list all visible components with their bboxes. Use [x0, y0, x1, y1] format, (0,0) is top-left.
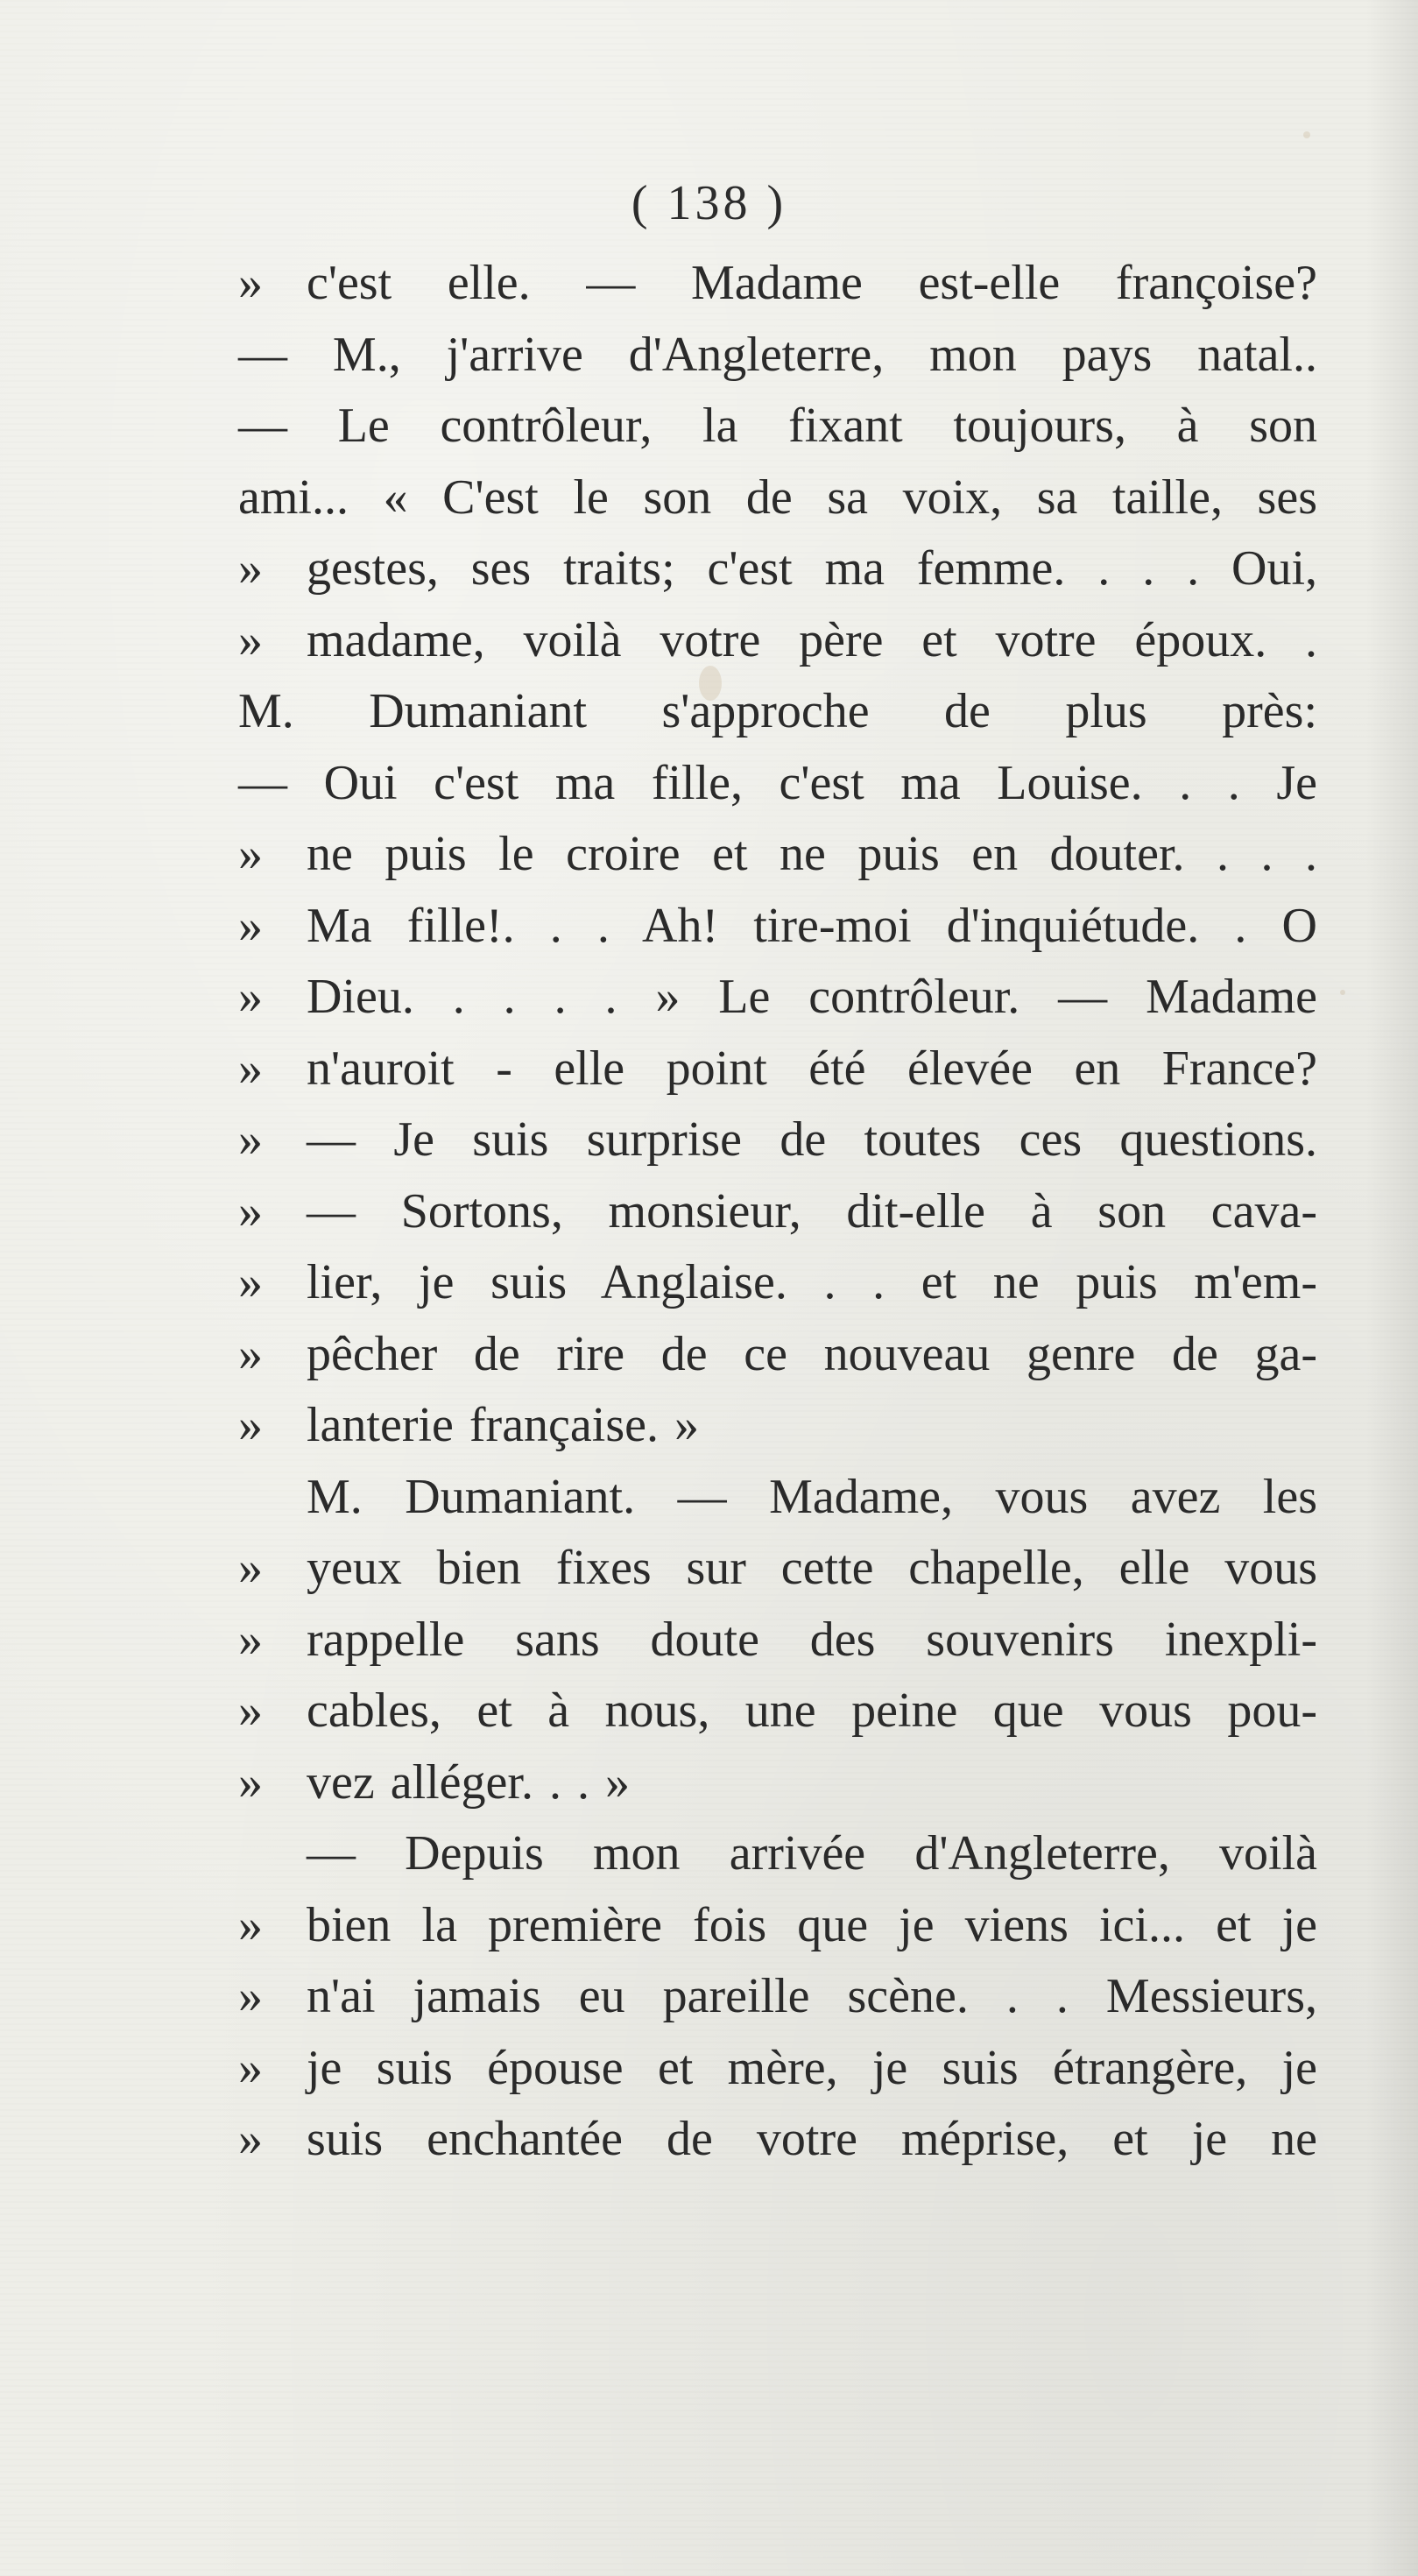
text-line	[238, 891, 1317, 963]
page-number: ( 138 )	[631, 176, 787, 230]
text-line	[238, 1462, 1317, 1534]
line-text: gestes, ses traits; c'est ma femme. . . . Oui,	[307, 541, 1317, 596]
line-text: lanterie française. »	[307, 1398, 699, 1452]
line-text: yeux bien fixes sur cette chapelle, elle vous	[307, 1541, 1317, 1595]
body-text	[238, 248, 1317, 2176]
line-text: pêcher de rire de ce nouveau genre de ga-	[307, 1326, 1317, 1381]
guillemet-mark: »	[238, 1398, 263, 1452]
guillemet-mark: »	[238, 1041, 263, 1096]
page-edge-shadow	[1365, 0, 1418, 2576]
guillemet-mark: »	[238, 827, 263, 881]
guillemet-mark: »	[238, 256, 263, 310]
text-line	[238, 1247, 1317, 1319]
guillemet-mark: »	[238, 541, 263, 596]
text-line	[238, 2104, 1317, 2176]
text-line	[238, 1818, 1317, 1890]
text-line	[238, 1890, 1317, 1962]
paper-stain	[1340, 990, 1345, 995]
line-text: suis enchantée de votre méprise, et je ne	[307, 2112, 1317, 2166]
text-line	[238, 819, 1317, 891]
line-text: bien la première fois que je viens ici... et je	[307, 1897, 1317, 1952]
line-text: — Le contrôleur, la fixant toujours, à son	[238, 399, 1317, 453]
line-text: je suis épouse et mère, je suis étrangère, je	[307, 2040, 1317, 2095]
text-line	[238, 533, 1317, 605]
line-text: M. Dumaniant s'approche de plus près:	[238, 684, 1317, 738]
line-text: — M., j'arrive d'Angleterre, mon pays natal..	[238, 327, 1317, 382]
guillemet-mark: »	[238, 970, 263, 1024]
paper-stain	[1303, 131, 1310, 138]
line-text: n'ai jamais eu pareille scène. . . Messieurs,	[307, 1969, 1317, 2023]
text-line	[238, 462, 1317, 534]
line-text: cables, et à nous, une peine que vous pou-	[307, 1683, 1317, 1738]
line-text: — Je suis surprise de toutes ces questions.	[307, 1112, 1317, 1167]
text-line	[238, 1034, 1317, 1105]
guillemet-mark: »	[238, 1541, 263, 1595]
text-line	[238, 320, 1317, 392]
line-text: Ma fille!. . . Ah! tire-moi d'inquiétude. . O	[307, 898, 1317, 953]
guillemet-mark: »	[238, 612, 263, 667]
text-line	[238, 1533, 1317, 1605]
line-text: madame, voilà votre père et votre époux. .	[307, 612, 1317, 667]
guillemet-mark: »	[238, 1754, 263, 1810]
line-text: Dieu. . . . . » Le contrôleur. — Madame	[307, 970, 1317, 1024]
line-text: ne puis le croire et ne puis en douter. . . .	[307, 827, 1317, 881]
text-line	[238, 605, 1317, 677]
line-text: — Depuis mon arrivée d'Angleterre, voilà	[307, 1826, 1317, 1881]
line-text: vez alléger. . . »	[307, 1754, 630, 1810]
text-line	[238, 2033, 1317, 2105]
text-line	[238, 248, 1317, 320]
line-text: — Sortons, monsieur, dit-elle à son cava-	[307, 1183, 1317, 1239]
line-text: ami... « C'est le son de sa voix, sa taille, ses	[238, 469, 1317, 525]
line-text: M. Dumaniant. — Madame, vous avez les	[307, 1469, 1317, 1524]
text-line	[238, 748, 1317, 820]
text-line	[238, 1961, 1317, 2033]
guillemet-mark: »	[238, 1683, 263, 1738]
line-text: c'est elle. — Madame est-elle françoise?	[307, 256, 1317, 310]
line-text: — Oui c'est ma fille, c'est ma Louise. . . Je	[238, 755, 1317, 810]
text-line	[238, 962, 1317, 1034]
guillemet-mark: »	[238, 2112, 263, 2166]
guillemet-mark: »	[238, 1897, 263, 1952]
text-line	[238, 676, 1317, 748]
guillemet-mark: »	[238, 1112, 263, 1167]
text-line	[238, 1747, 1317, 1819]
line-text: lier, je suis Anglaise. . . et ne puis m'em-	[307, 1255, 1317, 1309]
guillemet-mark: »	[238, 1183, 263, 1239]
guillemet-mark: »	[238, 1969, 263, 2023]
text-line	[238, 1676, 1317, 1747]
line-text: n'auroit - elle point été élevée en France?	[307, 1041, 1317, 1096]
text-line	[238, 1105, 1317, 1176]
text-line	[238, 1176, 1317, 1248]
guillemet-mark: »	[238, 1255, 263, 1309]
text-line	[238, 391, 1317, 462]
guillemet-mark: »	[238, 898, 263, 953]
line-text: rappelle sans doute des souvenirs inexpli-	[307, 1612, 1317, 1667]
text-line	[238, 1319, 1317, 1391]
guillemet-mark: »	[238, 1326, 263, 1381]
text-line	[238, 1605, 1317, 1676]
guillemet-mark: »	[238, 1612, 263, 1667]
text-line	[238, 1390, 1317, 1462]
guillemet-mark: »	[238, 2040, 263, 2095]
